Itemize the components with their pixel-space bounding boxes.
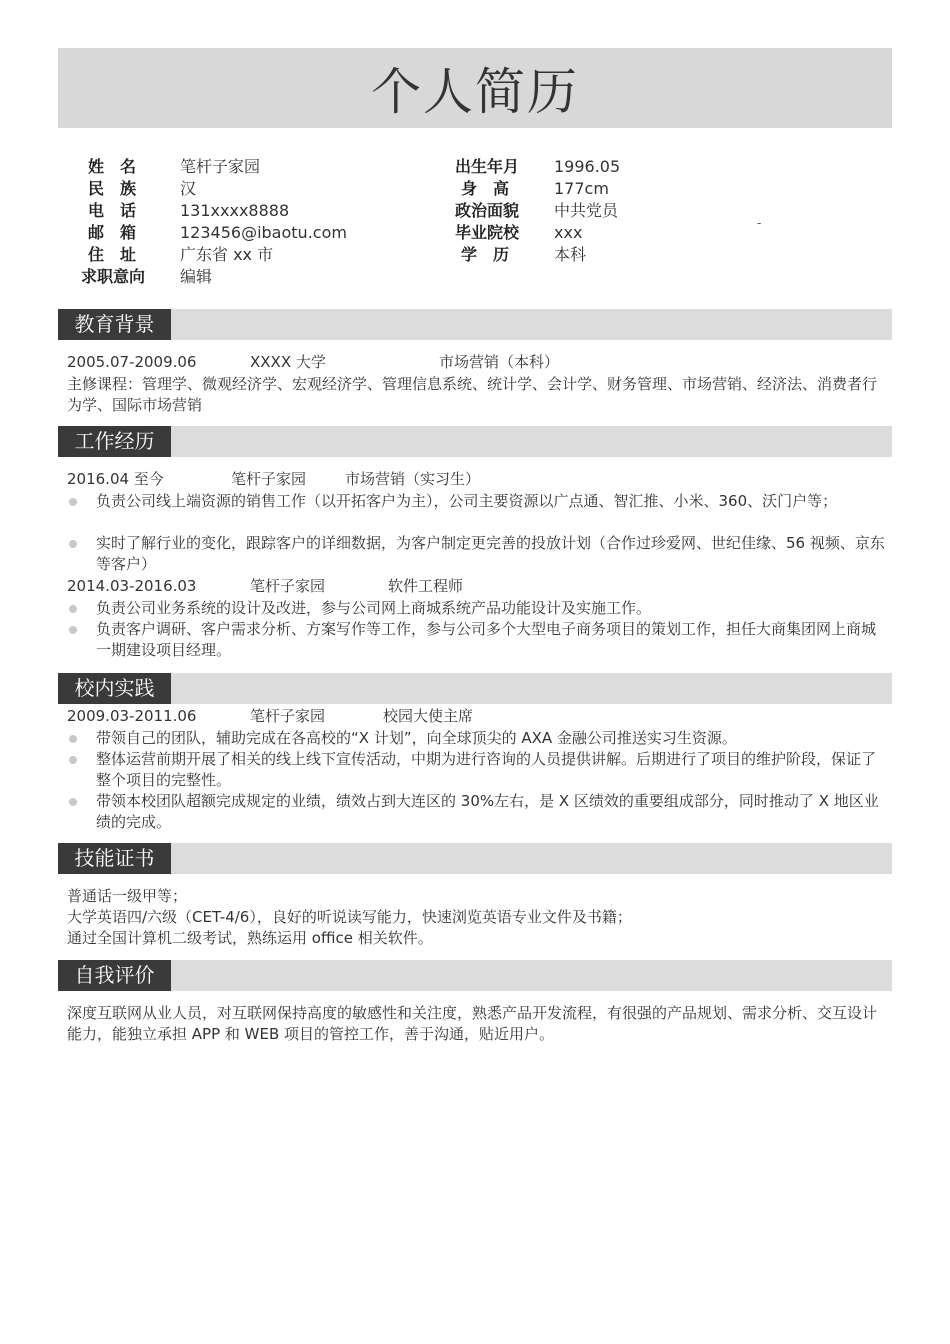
bullet-dot (69, 735, 77, 743)
section-heading: 校内实践 (58, 673, 171, 704)
education-period: 2005.07-2009.06 (67, 353, 197, 371)
info-value: 编辑 (180, 267, 213, 286)
education-major: 市场营销（本科） (439, 353, 560, 371)
bullet-text: 带领本校团队超额完成规定的业绩，绩效占到大连区的 30%左右，是 X 区绩效的重要组成部分，同时推动了 X 地区业绩的完成。 (96, 792, 879, 831)
job-period: 2016.04 至今 (67, 470, 164, 488)
bullet-text: 负责公司业务系统的设计及改进，参与公司网上商城系统产品功能设计及实施工作。 (96, 599, 652, 617)
bullet-text: 负责公司线上端资源的销售工作（以开拓客户为主），公司主要资源以广点通、智汇推、小米、360、沃门户等； (96, 492, 838, 510)
job-role: 市场营销（实习生） (345, 470, 481, 488)
info-label: 电 话 (88, 201, 137, 220)
info-value: 123456@ibaotu.com (180, 223, 347, 242)
bullet-dot (69, 756, 77, 764)
job-company: 笔杆子家园 (250, 577, 326, 595)
skill-line: 普通话一级甲等； (67, 887, 188, 905)
info-value: 177cm (554, 179, 609, 198)
info-label: 出生年月 (455, 157, 520, 176)
section-work (58, 426, 892, 457)
info-value: 中共党员 (554, 201, 619, 220)
info-value: xxx (554, 223, 583, 242)
bullet-text: 负责客户调研、客户需求分析、方案写作等工作，参与公司多个大型电子商务项目的策划工作，担任大商集团网上商城一期建设项目经理。 (96, 620, 877, 659)
skill-line: 通过全国计算机二级考试，熟练运用 office 相关软件。 (67, 929, 433, 947)
education-school: XXXX 大学 (250, 353, 326, 371)
section-campus (58, 673, 892, 704)
self-evaluation-text: 深度互联网从业人员，对互联网保持高度的敏感性和关注度，熟悉产品开发流程，有很强的产品规划、需求分析、交互设计能力，能独立承担 APP 和 WEB 项目的管控工作，善于沟通，贴近用户。 (67, 1004, 878, 1043)
bullet-text: 整体运营前期开展了相关的线上线下宣传活动，中期为进行咨询的人员提供讲解。后期进行了项目的维护阶段，保证了整个项目的完整性。 (96, 750, 877, 789)
info-value: 1996.05 (554, 157, 621, 176)
info-label: 邮 箱 (88, 223, 137, 242)
skill-line: 大学英语四/六级（CET-4/6），良好的听说读写能力，快速浏览英语专业文件及书籍； (67, 908, 632, 926)
info-value: 本科 (554, 245, 587, 264)
page-title: 个人简历 (371, 63, 579, 121)
bullet-dot (69, 798, 77, 806)
bullet-dot (69, 540, 77, 548)
section-self-evaluation (58, 960, 892, 991)
bullet-dot (69, 605, 77, 613)
info-label: 毕业院校 (455, 223, 520, 242)
education-courses: 主修课程：管理学、微观经济学、宏观经济学、管理信息系统、统计学、会计学、财务管理、市场营销、经济法、消费者行为学、国际市场营销 (67, 375, 878, 414)
job-role: 软件工程师 (388, 577, 464, 595)
campus-bullet (67, 749, 885, 791)
campus-bullet (67, 728, 885, 749)
info-value: 笔杆子家园 (180, 157, 261, 176)
campus-period: 2009.03-2011.06 (67, 707, 197, 725)
campus-org: 笔杆子家园 (250, 707, 326, 725)
job-bullet (67, 619, 885, 661)
job-period: 2014.03-2016.03 (67, 577, 197, 595)
bullet-dot (69, 626, 77, 634)
info-label: 住 址 (88, 245, 137, 264)
section-heading: 教育背景 (58, 309, 171, 340)
bullet-text: 实时了解行业的变化，跟踪客户的详细数据，为客户制定更完善的投放计划（合作过珍爱网、世纪佳缘、56 视频、京东等客户） (96, 534, 885, 573)
section-heading: 技能证书 (58, 843, 171, 874)
bullet-dot (69, 498, 77, 506)
info-label: 民 族 (88, 179, 137, 198)
job-bullet (67, 598, 885, 619)
info-label: 求职意向 (81, 267, 146, 286)
section-skills (58, 843, 892, 874)
job-bullet (67, 533, 885, 575)
info-label: 政治面貌 (455, 201, 520, 220)
section-education (58, 309, 892, 340)
job-bullet (67, 491, 885, 533)
job-company: 笔杆子家园 (231, 470, 307, 488)
campus-role: 校园大使主席 (383, 707, 474, 725)
info-value: 131xxxx8888 (180, 201, 290, 220)
campus-bullet (67, 791, 885, 833)
info-value: 广东省 xx 市 (180, 245, 274, 264)
section-heading: 工作经历 (58, 426, 171, 457)
stray-dash: - (757, 216, 762, 230)
bullet-text: 带领自己的团队，辅助完成在各高校的“X 计划”，向全球顶尖的 AXA 金融公司推送实习生资源。 (96, 729, 737, 747)
info-label: 姓 名 (88, 157, 137, 176)
info-label: 身 高 (461, 179, 510, 198)
title-bar (58, 48, 892, 128)
info-label: 学 历 (461, 245, 510, 264)
section-heading: 自我评价 (58, 960, 171, 991)
info-value: 汉 (180, 179, 197, 198)
